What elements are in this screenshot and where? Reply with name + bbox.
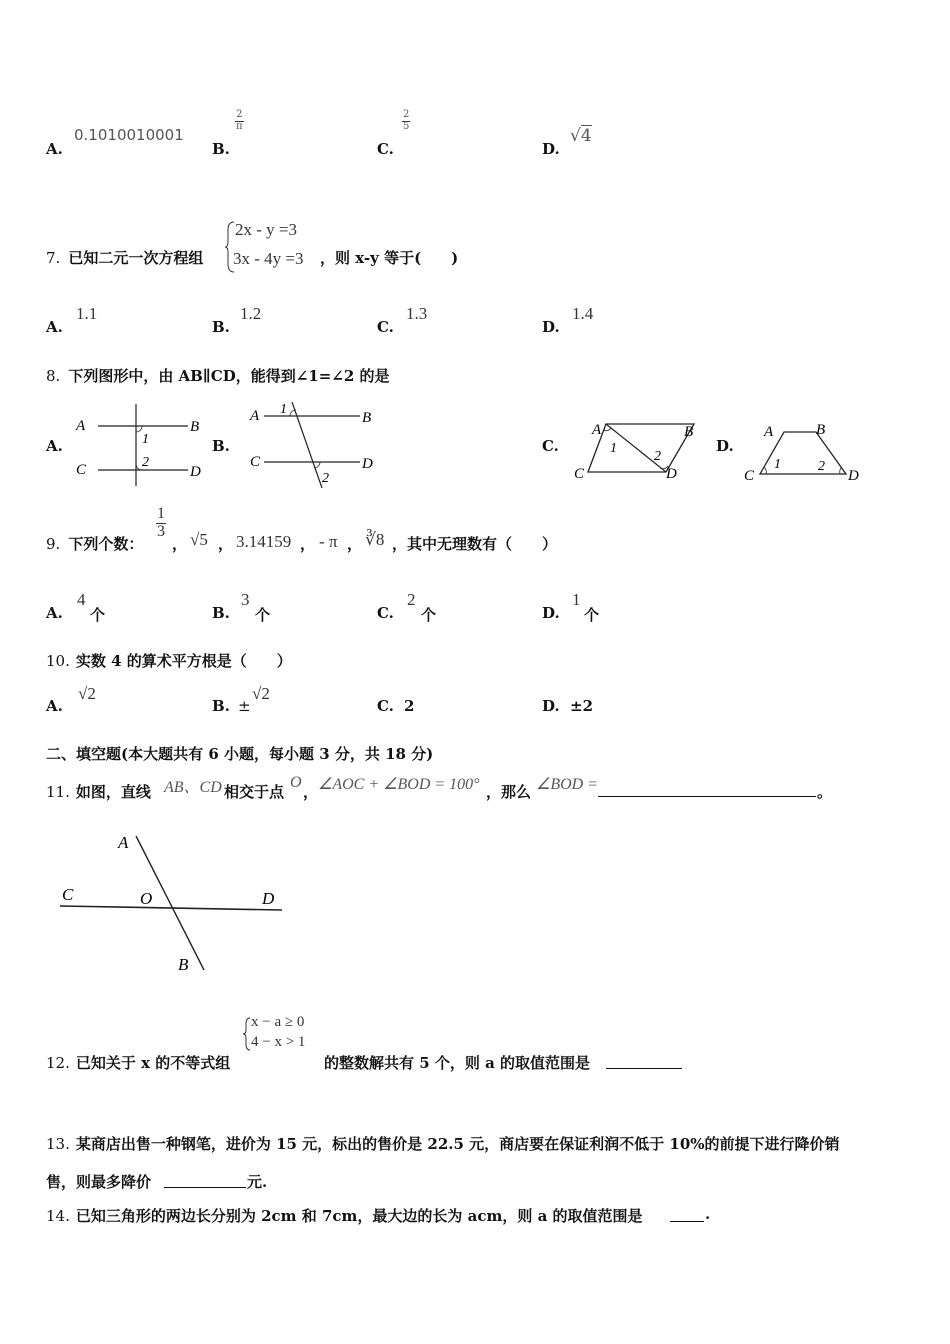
figure-b [244, 396, 394, 490]
option-letter: A. [46, 604, 63, 622]
label-C: C [250, 454, 261, 470]
question-text: 已知关于 x 的不等式组 [75, 1054, 231, 1072]
question-text: 售，则最多降价 [46, 1173, 152, 1191]
angle-ask: ∠BOD = [536, 776, 599, 793]
label-A: A [764, 424, 774, 440]
label-A: A [76, 418, 86, 434]
question-number: 7. [46, 249, 61, 267]
label-C: C [574, 466, 585, 482]
question-number: 8. [46, 367, 61, 385]
angle-label-1: 1 [280, 402, 287, 417]
question-text: 实数 4 的算术平方根是（ ） [75, 652, 292, 670]
fraction-numerator: 2 [403, 109, 410, 120]
negative-pi: - π [319, 532, 338, 551]
figure-intersecting-lines [56, 828, 296, 978]
label-D: D [262, 889, 275, 908]
label-B: B [178, 955, 189, 974]
question-text: 下列个数： [68, 535, 144, 553]
option-value: √2 [78, 684, 96, 703]
sqrt-5: √5 [190, 530, 208, 549]
question-number: 12. [46, 1054, 70, 1072]
label-B: B [684, 424, 694, 440]
label-D: D [190, 464, 201, 480]
option-letter: D. [716, 437, 734, 455]
option-value: ±2 [570, 697, 594, 715]
fraction [402, 110, 410, 132]
separator: ， [218, 535, 234, 553]
fraction [156, 506, 166, 541]
separator: ， [300, 535, 316, 553]
option-letter: A. [46, 140, 63, 158]
option-letter: C. [377, 318, 394, 336]
radical-sign: √ [570, 126, 581, 146]
option-letter: D. [542, 318, 560, 336]
option-unit: 个 [90, 606, 106, 624]
option-letter: B. [212, 140, 230, 158]
question-text: 如图，直线 [75, 783, 151, 801]
fraction [235, 110, 244, 132]
option-letter: D. [542, 604, 560, 622]
answer-blank[interactable] [598, 796, 816, 797]
fraction-numerator: 1 [157, 505, 165, 522]
option-value: 4 [77, 590, 86, 609]
question-number: 10. [46, 652, 70, 670]
separator: ， [347, 535, 363, 553]
option-value: 1.4 [572, 304, 594, 323]
radicand: 4 [580, 126, 592, 146]
angle-condition: ∠AOC + ∠BOD = 100° [318, 776, 480, 793]
equation-2: 3x - 4y =3 [233, 249, 304, 268]
decimal-number: 3.14159 [236, 532, 292, 551]
option-letter: C. [377, 697, 394, 715]
question-text: 元. [247, 1173, 268, 1191]
question-text: ，则 x-y 等于( ) [320, 249, 459, 267]
figure-a [70, 400, 210, 490]
cube-root-8: ∛8 [365, 530, 385, 549]
option-value: 2 [404, 697, 415, 715]
answer-blank[interactable] [164, 1187, 246, 1188]
option-letter: B. [212, 437, 230, 455]
option-letter: B. [212, 697, 230, 715]
question-text: ，那么 [486, 783, 532, 801]
angle-label-2: 2 [654, 449, 661, 464]
option-letter: A. [46, 437, 63, 455]
separator: ， [303, 783, 319, 801]
inequality-1: x − a ≥ 0 [251, 1014, 305, 1030]
fraction-denominator: 5 [403, 120, 410, 132]
label-C: C [62, 885, 74, 904]
question-number: 11. [46, 783, 70, 801]
sqrt-expression [570, 126, 592, 146]
section-title: 二、填空题(本大题共有 6 小题，每小题 3 分，共 18 分) [46, 745, 434, 763]
label-A: A [118, 833, 129, 852]
option-letter: C. [542, 437, 559, 455]
option-unit: 个 [255, 606, 271, 624]
angle-label-1: 1 [774, 457, 781, 472]
option-letter: D. [542, 697, 560, 715]
label-B: B [816, 422, 826, 438]
fraction-numerator: 2 [236, 109, 243, 120]
option-value: 1 [572, 590, 581, 609]
point-name: O [290, 774, 302, 791]
option-letter: A. [46, 697, 63, 715]
label-C: C [744, 468, 755, 484]
question-number: 14. [46, 1207, 70, 1225]
label-B: B [190, 419, 200, 435]
angle-label-2: 2 [322, 471, 329, 486]
label-D: D [848, 468, 859, 484]
answer-blank[interactable] [606, 1068, 682, 1069]
question-text: 已知二元一次方程组 [68, 249, 204, 267]
figure-d [740, 418, 870, 488]
option-letter: A. [46, 318, 63, 336]
option-value: 2 [407, 590, 416, 609]
question-text: 某商店出售一种钢笔，进价为 15 元，标出的售价是 22.5 元，商店要在保证利润不低于 10%的前提下进行降价销 [75, 1135, 840, 1153]
option-value: 1.3 [406, 304, 428, 323]
label-A: A [250, 408, 260, 424]
option-value: 0.1010010001 [74, 126, 184, 144]
option-letter: C. [377, 604, 394, 622]
angle-label-1: 1 [142, 432, 149, 447]
option-letter: C. [377, 140, 394, 158]
option-unit: 个 [421, 606, 437, 624]
label-O: O [140, 889, 153, 908]
line-names: AB、CD [164, 779, 222, 796]
option-letter: B. [212, 318, 230, 336]
angle-label-2: 2 [142, 455, 149, 470]
option-unit: 个 [584, 606, 600, 624]
question-text: 已知三角形的两边长分别为 2cm 和 7cm，最大边的长为 acm，则 a 的取值范围是 [75, 1207, 643, 1225]
question-number: 9. [46, 535, 61, 553]
angle-label-2: 2 [818, 459, 825, 474]
fraction-denominator: 3 [157, 522, 165, 540]
answer-blank[interactable] [670, 1221, 704, 1222]
question-text: 的整数解共有 5 个，则 a 的取值范围是 [324, 1054, 591, 1072]
question-end: . [705, 1205, 711, 1223]
label-C: C [76, 462, 87, 478]
angle-label-1: 1 [610, 441, 617, 456]
fraction-denominator: π [236, 120, 243, 132]
option-value: 1.1 [76, 304, 98, 323]
separator: ， [172, 535, 188, 553]
question-text: ，其中无理数有（ ） [392, 535, 558, 553]
label-A: A [592, 422, 602, 438]
option-value: 3 [241, 590, 250, 609]
equation-1: 2x - y =3 [235, 220, 297, 239]
label-D: D [666, 466, 677, 482]
option-value: 1.2 [240, 304, 262, 323]
question-text: 下列图形中，由 AB∥CD，能得到∠1=∠2 的是 [68, 367, 390, 385]
label-D: D [362, 456, 373, 472]
question-text: 相交于点 [224, 783, 285, 801]
option-value: √2 [252, 684, 270, 703]
option-prefix: ± [238, 697, 251, 715]
label-B: B [362, 410, 372, 426]
inequality-2: 4 − x > 1 [251, 1034, 306, 1050]
figure-c [570, 416, 704, 488]
question-end: 。 [817, 783, 833, 801]
option-letter: D. [542, 140, 560, 158]
question-number: 13. [46, 1135, 70, 1153]
option-letter: B. [212, 604, 230, 622]
